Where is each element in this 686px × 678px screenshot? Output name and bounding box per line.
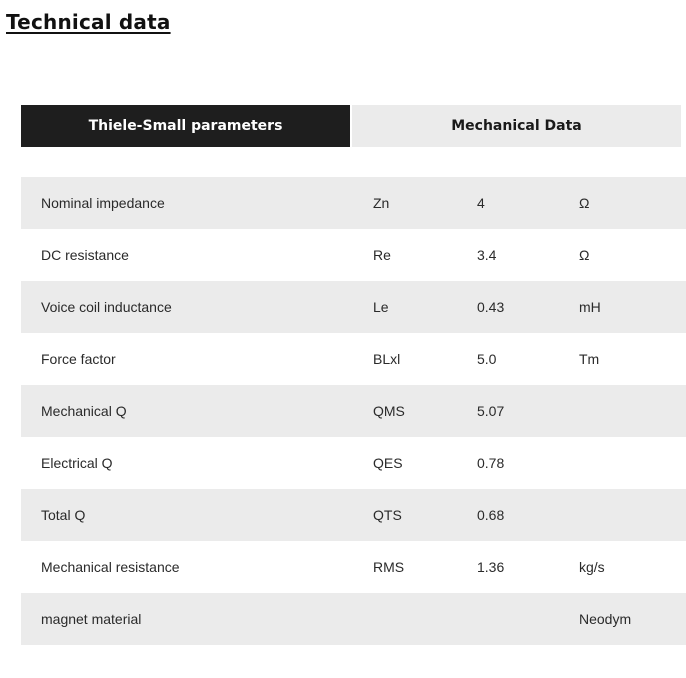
param-symbol: RMS bbox=[373, 559, 405, 575]
param-name: Mechanical resistance bbox=[41, 559, 180, 575]
param-value bbox=[477, 593, 579, 645]
param-symbol: QMS bbox=[373, 403, 405, 419]
param-unit: kg/s bbox=[579, 559, 605, 575]
page-title: Technical data bbox=[6, 10, 171, 34]
param-symbol bbox=[373, 593, 477, 645]
table-row bbox=[21, 177, 686, 229]
param-value: 3.4 bbox=[477, 247, 497, 263]
param-symbol: BLxl bbox=[373, 351, 401, 367]
table-row bbox=[21, 333, 686, 385]
param-unit: mH bbox=[579, 299, 601, 315]
param-name: magnet material bbox=[41, 611, 142, 627]
table-row bbox=[21, 281, 686, 333]
table-row bbox=[21, 593, 686, 645]
param-symbol: QES bbox=[373, 455, 403, 471]
param-name: DC resistance bbox=[41, 247, 129, 263]
param-unit: Ω bbox=[579, 247, 590, 263]
param-name: Total Q bbox=[41, 507, 86, 523]
tab-bar bbox=[21, 105, 681, 147]
param-value: 0.68 bbox=[477, 507, 505, 523]
table-row bbox=[21, 489, 686, 541]
param-name: Force factor bbox=[41, 351, 116, 367]
param-symbol: Le bbox=[373, 299, 389, 315]
param-symbol: Re bbox=[373, 247, 391, 263]
param-unit bbox=[579, 385, 686, 437]
parameters-table bbox=[21, 177, 686, 645]
param-value: 5.07 bbox=[477, 403, 505, 419]
param-value: 0.78 bbox=[477, 455, 505, 471]
param-value: 5.0 bbox=[477, 351, 497, 367]
param-name: Mechanical Q bbox=[41, 403, 127, 419]
param-value: 1.36 bbox=[477, 559, 505, 575]
param-name: Nominal impedance bbox=[41, 195, 165, 211]
table-row bbox=[21, 385, 686, 437]
table-row bbox=[21, 437, 686, 489]
tab-thiele-small-parameters[interactable]: Thiele-Small parameters bbox=[21, 105, 350, 147]
param-name: Electrical Q bbox=[41, 455, 113, 471]
table-row bbox=[21, 541, 686, 593]
param-value: 4 bbox=[477, 195, 485, 211]
param-unit: Ω bbox=[579, 195, 590, 211]
param-symbol: Zn bbox=[373, 195, 390, 211]
param-unit: Neodym bbox=[579, 611, 632, 627]
param-symbol: QTS bbox=[373, 507, 402, 523]
table-row bbox=[21, 229, 686, 281]
param-unit bbox=[579, 489, 686, 541]
tab-mechanical-data[interactable]: Mechanical Data bbox=[352, 105, 681, 147]
param-unit bbox=[579, 437, 686, 489]
param-value: 0.43 bbox=[477, 299, 505, 315]
param-unit: Tm bbox=[579, 351, 600, 367]
param-name: Voice coil inductance bbox=[41, 299, 172, 315]
